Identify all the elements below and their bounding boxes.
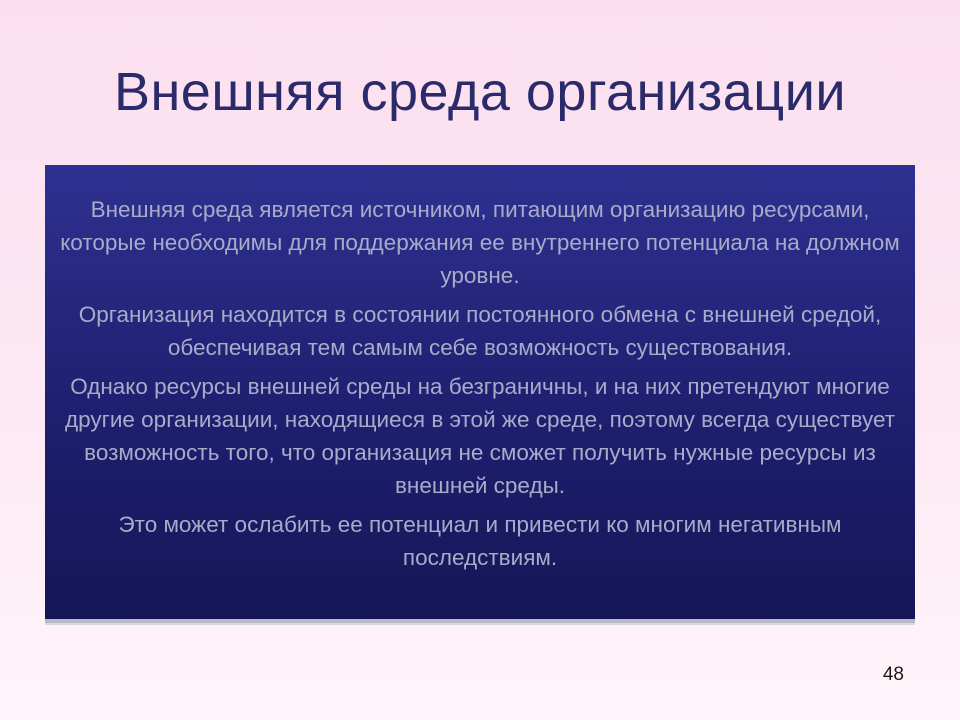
page-number: 48 xyxy=(882,664,904,685)
slide-title: Внешняя среда организации xyxy=(113,62,847,122)
paragraph-1: Внешняя среда является источником, питающим организацию ресурсами, которые необходимы для поддержания ее внутреннего потенциала на должном уровне. xyxy=(60,197,900,288)
paragraph-2: Организация находится в состоянии постоянного обмена с внешней средой, обеспечивая тем самым себе возможность существования. xyxy=(78,302,882,360)
paragraph-4: Это может ослабить ее потенциал и привести ко многим негативным последствиям. xyxy=(118,512,842,570)
paragraph-3: Однако ресурсы внешней среды на безграничны, и на них претендуют многие другие организации, находящиеся в этой же среде, поэтому всегда существует возможность того, что организация не сможет получить нужные ресурсы из внешней среды. xyxy=(64,374,896,498)
content-box xyxy=(45,165,915,623)
